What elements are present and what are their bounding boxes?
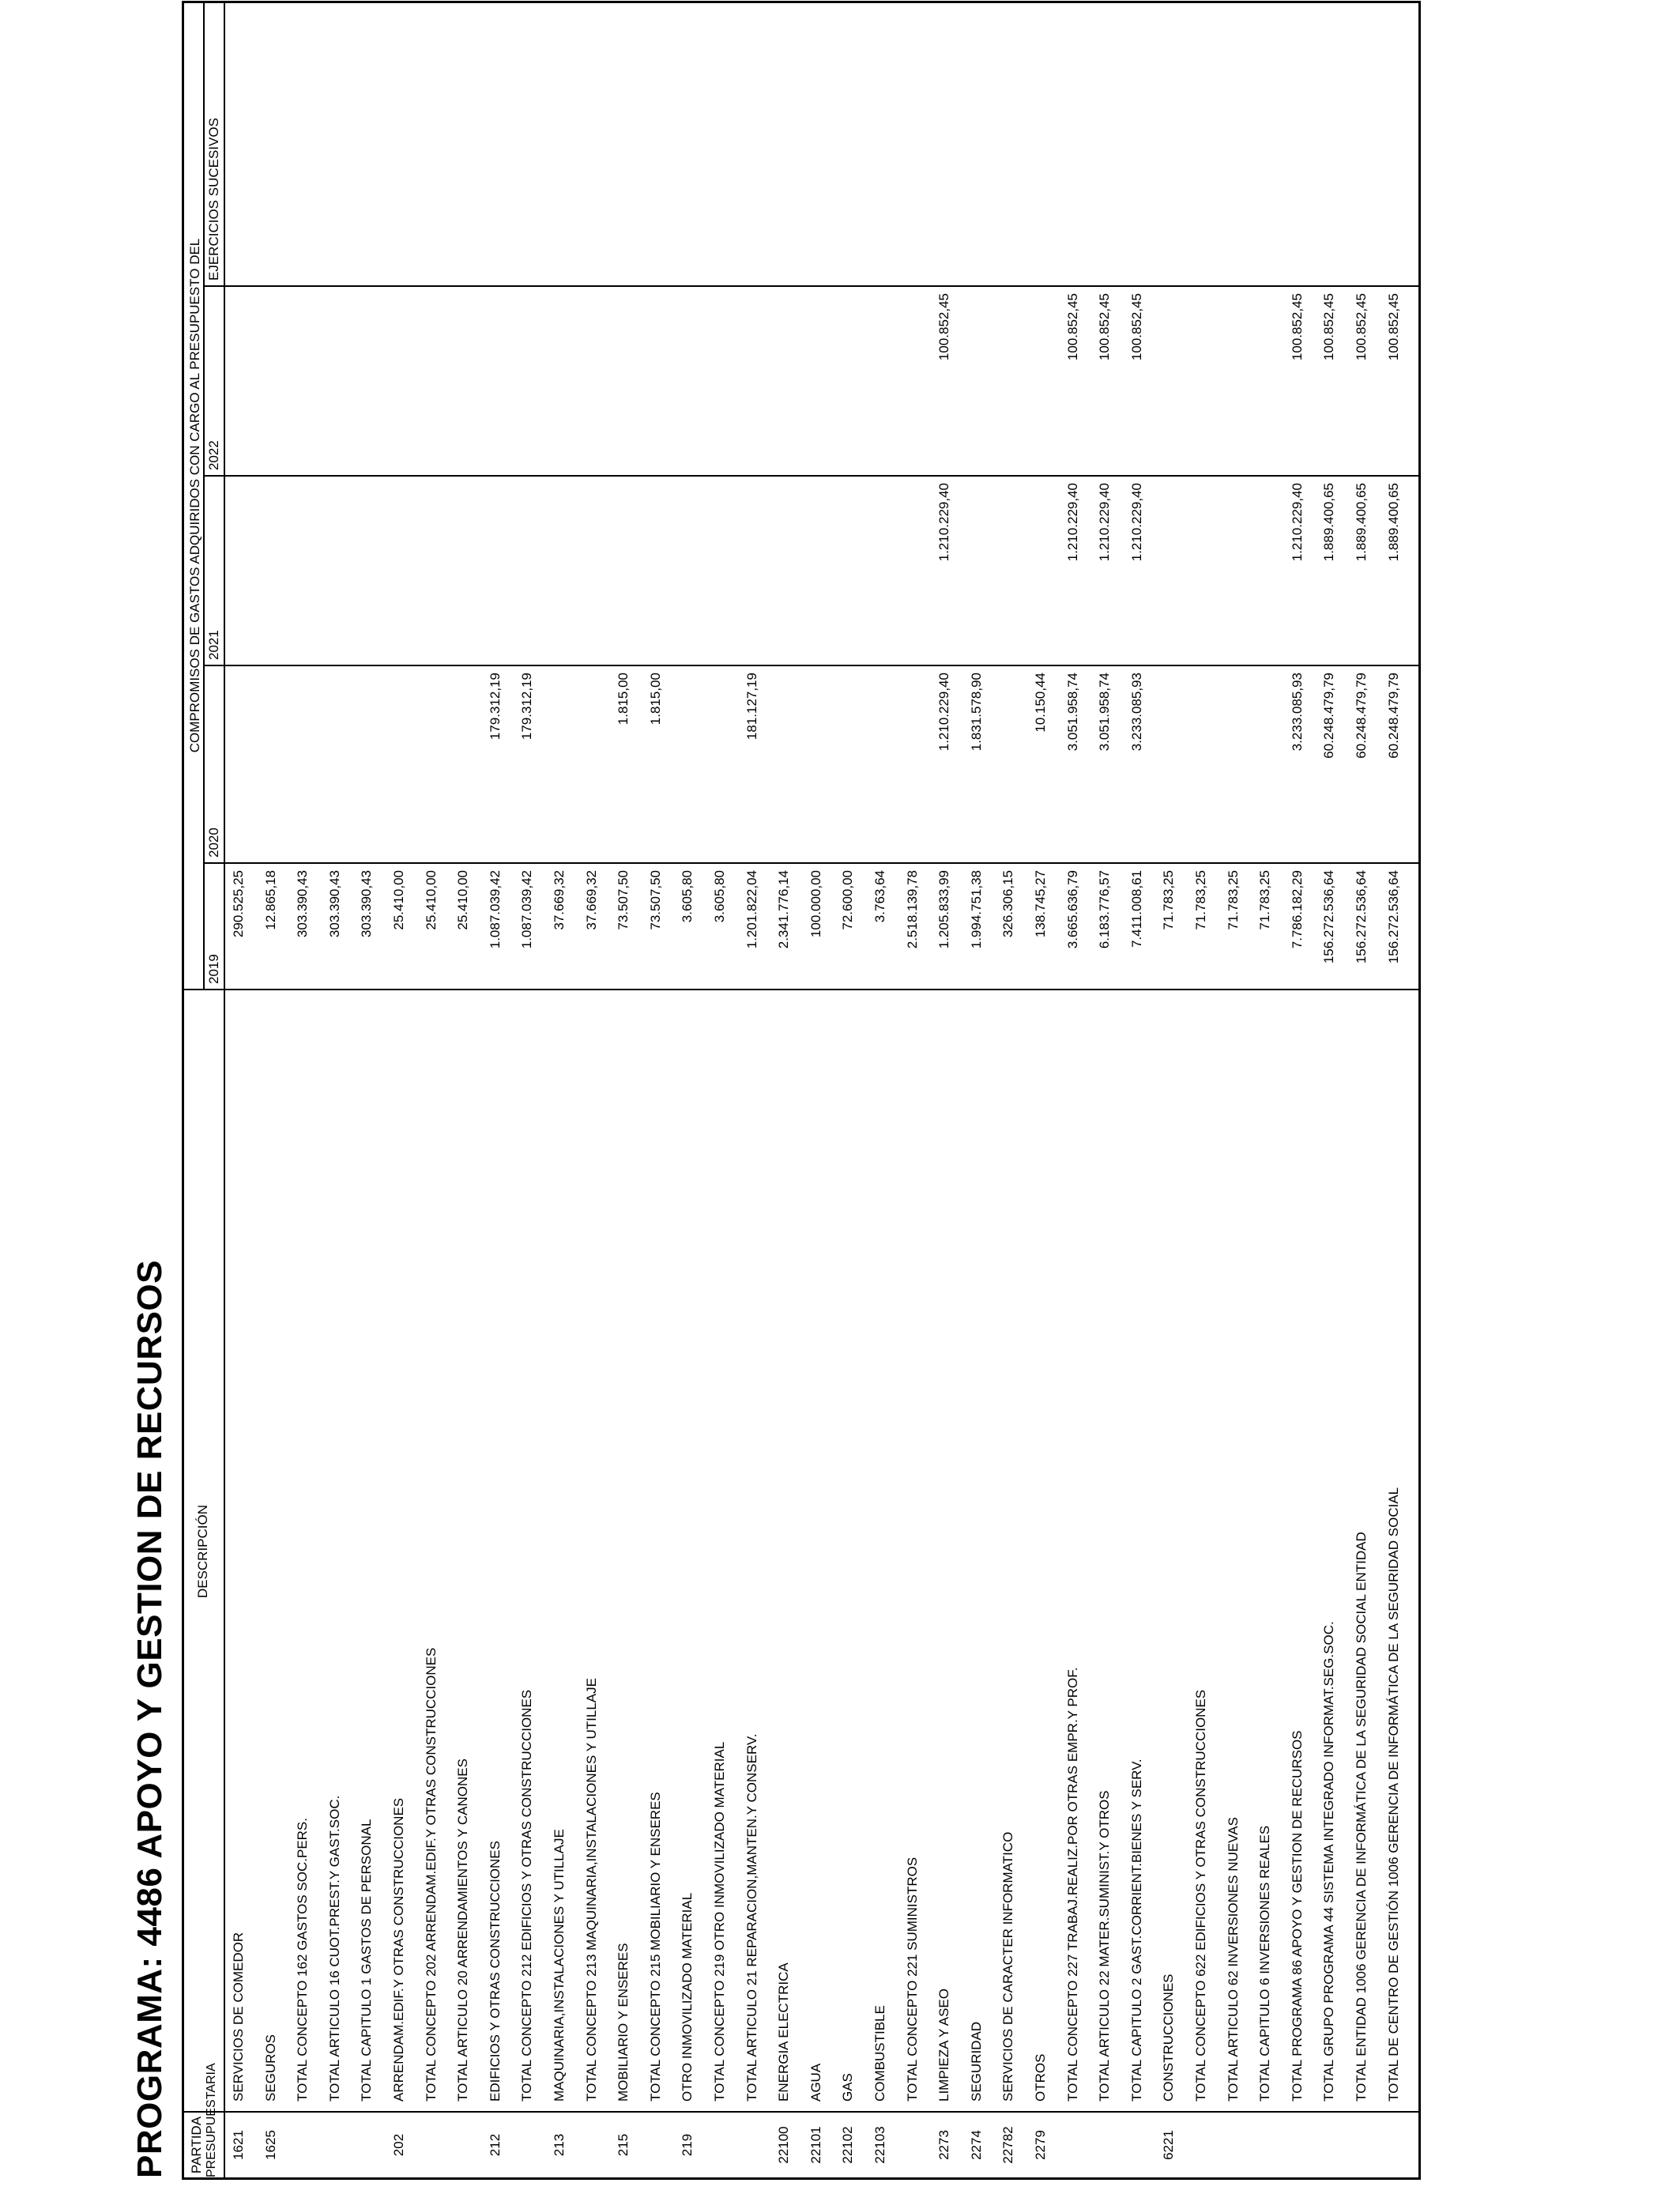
row-value-2021: 1.210.229,40 bbox=[1128, 483, 1144, 562]
row-partida bbox=[1061, 2113, 1085, 2177]
row-partida: 2279 bbox=[1033, 2130, 1048, 2160]
row-partida bbox=[515, 2113, 539, 2177]
row-value-2019: 71.783,25 bbox=[1161, 870, 1177, 930]
row-value-2020: 10.150,44 bbox=[1033, 673, 1048, 733]
row-value-2019: 3.605,80 bbox=[680, 870, 695, 923]
row-value-2020: 3.051.958,74 bbox=[1097, 673, 1113, 752]
row-description: ENERGIA ELECTRICA bbox=[776, 1962, 792, 2102]
header-compromisos: COMPROMISOS DE GASTOS ADQUIRIDOS CON CARGO AL PRESUPUESTO DEL bbox=[187, 238, 202, 753]
row-value-2021: 1.889.400,65 bbox=[1354, 483, 1369, 562]
row-value-2019: 303.390,43 bbox=[326, 870, 342, 938]
row-value-2022: 100.852,45 bbox=[1064, 293, 1080, 361]
row-description: MOBILIARIO Y ENSERES bbox=[616, 1943, 631, 2102]
row-description: TOTAL CAPITULO 2 GAST.CORRIENT.BIENES Y SERV. bbox=[1128, 1759, 1144, 2102]
row-value-2020: 1.831.578,90 bbox=[968, 673, 984, 752]
row-value-2019: 37.669,32 bbox=[552, 870, 567, 930]
header-divider bbox=[224, 3, 225, 2177]
row-partida bbox=[291, 2113, 315, 2177]
row-value-2019: 72.600,00 bbox=[840, 870, 856, 930]
row-value-2020: 60.248.479,79 bbox=[1354, 673, 1369, 759]
row-description: TOTAL ARTICULO 21 REPARACION,MANTEN.Y CONSERV. bbox=[744, 1733, 759, 2102]
row-description: TOTAL ARTICULO 62 INVERSIONES NUEVAS bbox=[1225, 1817, 1241, 2102]
row-description: LIMPIEZA Y ASEO bbox=[936, 1989, 952, 2102]
row-description: OTROS bbox=[1033, 2053, 1048, 2102]
row-partida bbox=[1222, 2113, 1245, 2177]
row-value-2019: 2.518.139,78 bbox=[904, 870, 920, 949]
row-partida: 22103 bbox=[872, 2126, 887, 2164]
row-value-2019: 156.272.536,64 bbox=[1321, 870, 1337, 964]
row-description: TOTAL CONCEPTO 227 TRABAJ.REALIZ.POR OTRAS EMPR.Y PROF. bbox=[1064, 1667, 1080, 2102]
row-value-2019: 37.669,32 bbox=[583, 870, 599, 930]
row-value-2019: 3.665.636,79 bbox=[1064, 870, 1080, 949]
row-value-2019: 71.783,25 bbox=[1257, 870, 1273, 930]
row-value-2019: 3.605,80 bbox=[712, 870, 727, 923]
row-partida bbox=[644, 2113, 668, 2177]
row-value-2019: 7.786.182,29 bbox=[1289, 870, 1305, 949]
row-value-2019: 1.087.039,42 bbox=[519, 870, 535, 949]
col-divider bbox=[203, 665, 1418, 666]
row-description: SERVICIOS DE COMEDOR bbox=[231, 1932, 246, 2102]
row-value-2019: 326.306,15 bbox=[1000, 870, 1016, 938]
row-value-2022: 100.852,45 bbox=[936, 293, 952, 361]
row-partida bbox=[580, 2113, 604, 2177]
header-year-2020: 2020 bbox=[206, 827, 221, 858]
row-partida: 22101 bbox=[808, 2126, 823, 2164]
row-partida bbox=[1125, 2113, 1149, 2177]
row-description: EDIFICIOS Y OTRAS CONSTRUCCIONES bbox=[487, 1841, 503, 2102]
row-description: TOTAL CONCEPTO 221 SUMINISTROS bbox=[904, 1857, 920, 2102]
row-partida: 22100 bbox=[776, 2126, 792, 2164]
row-value-2020: 3.051.958,74 bbox=[1064, 673, 1080, 752]
row-partida bbox=[1093, 2113, 1117, 2177]
row-partida bbox=[740, 2113, 764, 2177]
row-partida bbox=[1286, 2113, 1309, 2177]
row-value-2019: 1.087.039,42 bbox=[487, 870, 503, 949]
row-value-2020: 60.248.479,79 bbox=[1321, 673, 1337, 759]
row-value-2019: 303.390,43 bbox=[295, 870, 311, 938]
row-value-2021: 1.889.400,65 bbox=[1321, 483, 1337, 562]
row-partida: 202 bbox=[391, 2133, 406, 2157]
row-value-2019: 138.745,27 bbox=[1033, 870, 1048, 938]
row-partida bbox=[1253, 2113, 1277, 2177]
row-value-2019: 71.783,25 bbox=[1193, 870, 1208, 930]
row-value-2019: 7.411.008,61 bbox=[1128, 870, 1144, 948]
row-partida: 6221 bbox=[1161, 2130, 1177, 2160]
row-value-2019: 156.272.536,64 bbox=[1354, 870, 1369, 964]
header-year-2022: 2022 bbox=[206, 440, 221, 470]
row-value-2019: 1.205.833,99 bbox=[936, 870, 952, 949]
row-value-2022: 100.852,45 bbox=[1321, 293, 1337, 361]
header-ejercicios-sucesivos: EJERCICIOS SUCESIVOS bbox=[206, 118, 221, 281]
row-description: ARRENDAM.EDIF.Y OTRAS CONSTRUCCIONES bbox=[391, 1797, 406, 2102]
row-value-2020: 179.312,19 bbox=[487, 673, 503, 741]
budget-table bbox=[182, 1, 1421, 2180]
row-partida: 22782 bbox=[1000, 2126, 1016, 2164]
row-value-2019: 3.763,64 bbox=[872, 870, 887, 923]
row-value-2019: 25.410,00 bbox=[391, 870, 406, 930]
row-value-2019: 1.994.751,38 bbox=[968, 870, 984, 949]
row-description: TOTAL CONCEPTO 202 ARRENDAM.EDIF.Y OTRAS CONSTRUCCIONES bbox=[423, 1647, 439, 2102]
row-value-2019: 156.272.536,64 bbox=[1385, 870, 1401, 964]
row-value-2019: 2.341.776,14 bbox=[776, 870, 792, 949]
row-value-2020: 181.127,19 bbox=[744, 673, 759, 741]
row-value-2021: 1.889.400,65 bbox=[1385, 483, 1401, 562]
row-partida: 1625 bbox=[262, 2130, 278, 2160]
row-description: TOTAL CAPITULO 1 GASTOS DE PERSONAL bbox=[359, 1819, 375, 2102]
row-description: TOTAL CONCEPTO 162 GASTOS SOC.PERS. bbox=[295, 1818, 311, 2102]
row-partida bbox=[1189, 2113, 1213, 2177]
col-divider bbox=[203, 285, 1418, 287]
row-value-2019: 71.783,25 bbox=[1225, 870, 1241, 930]
row-value-2020: 60.248.479,79 bbox=[1385, 673, 1401, 759]
row-description: SEGURIDAD bbox=[968, 2021, 984, 2102]
header-presupuestaria: PRESUPUESTARIA bbox=[205, 2063, 218, 2177]
row-value-2022: 100.852,45 bbox=[1289, 293, 1305, 361]
row-description: TOTAL ENTIDAD 1006 GERENCIA DE INFORMÁTICA DE LA SEGURIDAD SOCIAL ENTIDAD bbox=[1354, 1532, 1369, 2102]
row-value-2022: 100.852,45 bbox=[1128, 293, 1144, 361]
row-partida: 2274 bbox=[968, 2130, 984, 2160]
row-partida bbox=[708, 2113, 732, 2177]
row-partida: 213 bbox=[552, 2133, 567, 2157]
row-description: TOTAL CONCEPTO 215 MOBILIARIO Y ENSERES bbox=[647, 1792, 663, 2102]
row-description: SEGUROS bbox=[262, 2034, 278, 2102]
row-value-2020: 1.815,00 bbox=[647, 673, 663, 726]
header-descripcion: DESCRIPCIÓN bbox=[195, 1504, 210, 1599]
row-description: TOTAL ARTICULO 20 ARRENDAMIENTOS Y CANONES bbox=[455, 1759, 471, 2102]
row-value-2020: 3.233.085,93 bbox=[1289, 673, 1305, 752]
row-partida bbox=[1350, 2113, 1373, 2177]
row-description: TOTAL CONCEPTO 213 MAQUINARIA,INSTALACIONES Y UTILLAJE bbox=[583, 1678, 599, 2102]
row-partida bbox=[901, 2113, 925, 2177]
row-description: TOTAL ARTICULO 16 CUOT.PREST.Y GAST.SOC. bbox=[326, 1795, 342, 2102]
row-partida: 22102 bbox=[840, 2126, 856, 2164]
row-description: TOTAL PROGRAMA 86 APOYO Y GESTION DE RECURSOS bbox=[1289, 1730, 1305, 2102]
row-description: MAQUINARIA,INSTALACIONES Y UTILLAJE bbox=[552, 1829, 567, 2102]
row-value-2022: 100.852,45 bbox=[1097, 293, 1113, 361]
row-description: TOTAL CONCEPTO 212 EDIFICIOS Y OTRAS CONSTRUCCIONES bbox=[519, 1689, 535, 2102]
row-partida bbox=[355, 2113, 379, 2177]
row-partida bbox=[420, 2113, 443, 2177]
row-value-2021: 1.210.229,40 bbox=[936, 483, 952, 562]
header-divider bbox=[203, 3, 205, 990]
row-partida: 215 bbox=[616, 2133, 631, 2157]
row-description: TOTAL GRUPO PROGRAMA 44 SISTEMA INTEGRADO INFORMAT.SEG.SOC. bbox=[1321, 1621, 1337, 2102]
row-value-2022: 100.852,45 bbox=[1354, 293, 1369, 361]
row-description: OTRO INMOVILIZADO MATERIAL bbox=[680, 1892, 695, 2102]
row-partida bbox=[451, 2113, 475, 2177]
col-divider bbox=[203, 862, 1418, 864]
col-divider bbox=[203, 475, 1418, 477]
row-description: TOTAL CONCEPTO 622 EDIFICIOS Y OTRAS CONSTRUCCIONES bbox=[1193, 1689, 1208, 2102]
row-description: TOTAL DE CENTRO DE GESTIÓN 1006 GERENCIA DE INFORMÁTICA DE LA SEGURIDAD SOCIAL bbox=[1385, 1487, 1401, 2102]
row-value-2019: 12.865,18 bbox=[262, 870, 278, 930]
row-value-2019: 1.201.822,04 bbox=[744, 870, 759, 949]
row-value-2020: 3.233.085,93 bbox=[1128, 673, 1144, 752]
row-partida: 219 bbox=[680, 2133, 695, 2157]
row-value-2019: 25.410,00 bbox=[423, 870, 439, 930]
header-year-2019: 2019 bbox=[206, 954, 221, 984]
row-description: AGUA bbox=[808, 2063, 823, 2102]
row-description: CONSTRUCCIONES bbox=[1161, 1973, 1177, 2102]
header-year-2021: 2021 bbox=[206, 630, 221, 660]
page-title: PROGRAMA: 4486 APOYO Y GESTION DE RECURSOS bbox=[130, 1260, 169, 2178]
row-value-2022: 100.852,45 bbox=[1385, 293, 1401, 361]
header-partida: PARTIDA bbox=[189, 2116, 204, 2174]
row-value-2019: 73.507,50 bbox=[647, 870, 663, 930]
row-partida: 2273 bbox=[936, 2130, 952, 2160]
row-partida bbox=[323, 2113, 347, 2177]
row-partida bbox=[1317, 2113, 1341, 2177]
row-partida: 212 bbox=[487, 2133, 503, 2157]
row-value-2019: 290.525,25 bbox=[231, 870, 246, 938]
row-value-2019: 100.000,00 bbox=[808, 870, 823, 938]
row-partida bbox=[1382, 2113, 1406, 2177]
row-value-2019: 6.183.776,57 bbox=[1097, 870, 1113, 949]
row-partida: 1621 bbox=[231, 2130, 246, 2160]
row-description: TOTAL CONCEPTO 219 OTRO INMOVILIZADO MATERIAL bbox=[712, 1741, 727, 2102]
row-value-2021: 1.210.229,40 bbox=[1289, 483, 1305, 562]
row-value-2020: 1.815,00 bbox=[616, 673, 631, 726]
row-value-2020: 179.312,19 bbox=[519, 673, 535, 741]
row-description: COMBUSTIBLE bbox=[872, 2005, 887, 2102]
row-value-2019: 25.410,00 bbox=[455, 870, 471, 930]
row-value-2020: 1.210.229,40 bbox=[936, 673, 952, 752]
row-description: TOTAL ARTICULO 22 MATER.SUMINIST.Y OTROS bbox=[1097, 1790, 1113, 2102]
row-description: SERVICIOS DE CARACTER INFORMATICO bbox=[1000, 1831, 1016, 2102]
row-value-2021: 1.210.229,40 bbox=[1064, 483, 1080, 562]
row-value-2021: 1.210.229,40 bbox=[1097, 483, 1113, 562]
row-value-2019: 73.507,50 bbox=[616, 870, 631, 930]
row-description: TOTAL CAPITULO 6 INVERSIONES REALES bbox=[1257, 1825, 1273, 2102]
row-description: GAS bbox=[840, 2073, 856, 2102]
row-value-2019: 303.390,43 bbox=[359, 870, 375, 938]
